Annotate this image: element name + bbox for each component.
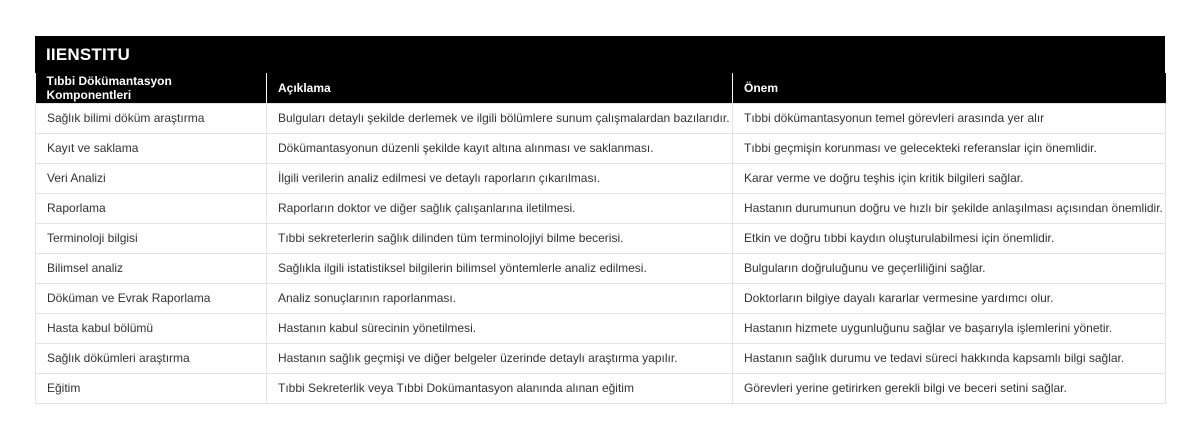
cell-description: Tıbbi sekreterlerin sağlık dilinden tüm terminolojiyi bilme becerisi. <box>267 223 733 253</box>
cell-description: Analiz sonuçlarının raporlanması. <box>267 283 733 313</box>
table-row <box>36 133 1166 163</box>
table-row <box>36 253 1166 283</box>
cell-importance: Tıbbi geçmişin korunması ve gelecekteki referanslar için önemlidir. <box>733 133 1166 163</box>
cell-description: Bulguları detaylı şekilde derlemek ve ilgili bölümlere sunum çalışmalardan bazılarıdır. <box>267 103 733 133</box>
cell-description: Hastanın kabul sürecinin yönetilmesi. <box>267 313 733 343</box>
cell-importance: Karar verme ve doğru teşhis için kritik bilgileri sağlar. <box>733 163 1166 193</box>
cell-description: Raporların doktor ve diğer sağlık çalışanlarına iletilmesi. <box>267 193 733 223</box>
cell-component: Kayıt ve saklama <box>36 133 267 163</box>
cell-component: Sağlık bilimi döküm araştırma <box>36 103 267 133</box>
cell-description: Dökümantasyonun düzenli şekilde kayıt altına alınması ve saklanması. <box>267 133 733 163</box>
brand-header: IIENSTITU <box>35 36 1165 73</box>
table-row <box>36 343 1166 373</box>
cell-description: Tıbbi Sekreterlik veya Tıbbi Dokümantasyon alanında alınan eğitim <box>267 373 733 403</box>
cell-importance: Etkin ve doğru tıbbi kaydın oluşturulabilmesi için önemlidir. <box>733 223 1166 253</box>
cell-component: Sağlık dökümleri araştırma <box>36 343 267 373</box>
table-row <box>36 373 1166 403</box>
table-header-row <box>36 73 1166 103</box>
table-row <box>36 163 1166 193</box>
cell-description: İlgili verilerin analiz edilmesi ve detaylı raporların çıkarılması. <box>267 163 733 193</box>
cell-component: Döküman ve Evrak Raporlama <box>36 283 267 313</box>
cell-description: Sağlıkla ilgili istatistiksel bilgilerin bilimsel yöntemlerle analiz edilmesi. <box>267 253 733 283</box>
column-header-description: Açıklama <box>267 73 733 103</box>
components-table <box>35 73 1166 404</box>
table-row <box>36 313 1166 343</box>
cell-importance: Hastanın hizmete uygunluğunu sağlar ve başarıyla işlemlerini yönetir. <box>733 313 1166 343</box>
cell-component: Bilimsel analiz <box>36 253 267 283</box>
column-header-importance: Önem <box>733 73 1166 103</box>
table-row <box>36 283 1166 313</box>
column-header-components: Tıbbi Dökümantasyon Komponentleri <box>36 73 267 103</box>
table-row <box>36 193 1166 223</box>
table-row <box>36 223 1166 253</box>
cell-component: Terminoloji bilgisi <box>36 223 267 253</box>
cell-description: Hastanın sağlık geçmişi ve diğer belgeler üzerinde detaylı araştırma yapılır. <box>267 343 733 373</box>
cell-component: Veri Analizi <box>36 163 267 193</box>
cell-importance: Hastanın durumunun doğru ve hızlı bir şekilde anlaşılması açısından önemlidir. <box>733 193 1166 223</box>
cell-component: Eğitim <box>36 373 267 403</box>
cell-component: Hasta kabul bölümü <box>36 313 267 343</box>
content-table-card <box>35 36 1165 404</box>
cell-importance: Doktorların bilgiye dayalı kararlar vermesine yardımcı olur. <box>733 283 1166 313</box>
table-row <box>36 103 1166 133</box>
cell-component: Raporlama <box>36 193 267 223</box>
cell-importance: Hastanın sağlık durumu ve tedavi süreci hakkında kapsamlı bilgi sağlar. <box>733 343 1166 373</box>
cell-importance: Bulguların doğruluğunu ve geçerliliğini sağlar. <box>733 253 1166 283</box>
cell-importance: Tıbbi dökümantasyonun temel görevleri arasında yer alır <box>733 103 1166 133</box>
cell-importance: Görevleri yerine getirirken gerekli bilgi ve beceri setini sağlar. <box>733 373 1166 403</box>
